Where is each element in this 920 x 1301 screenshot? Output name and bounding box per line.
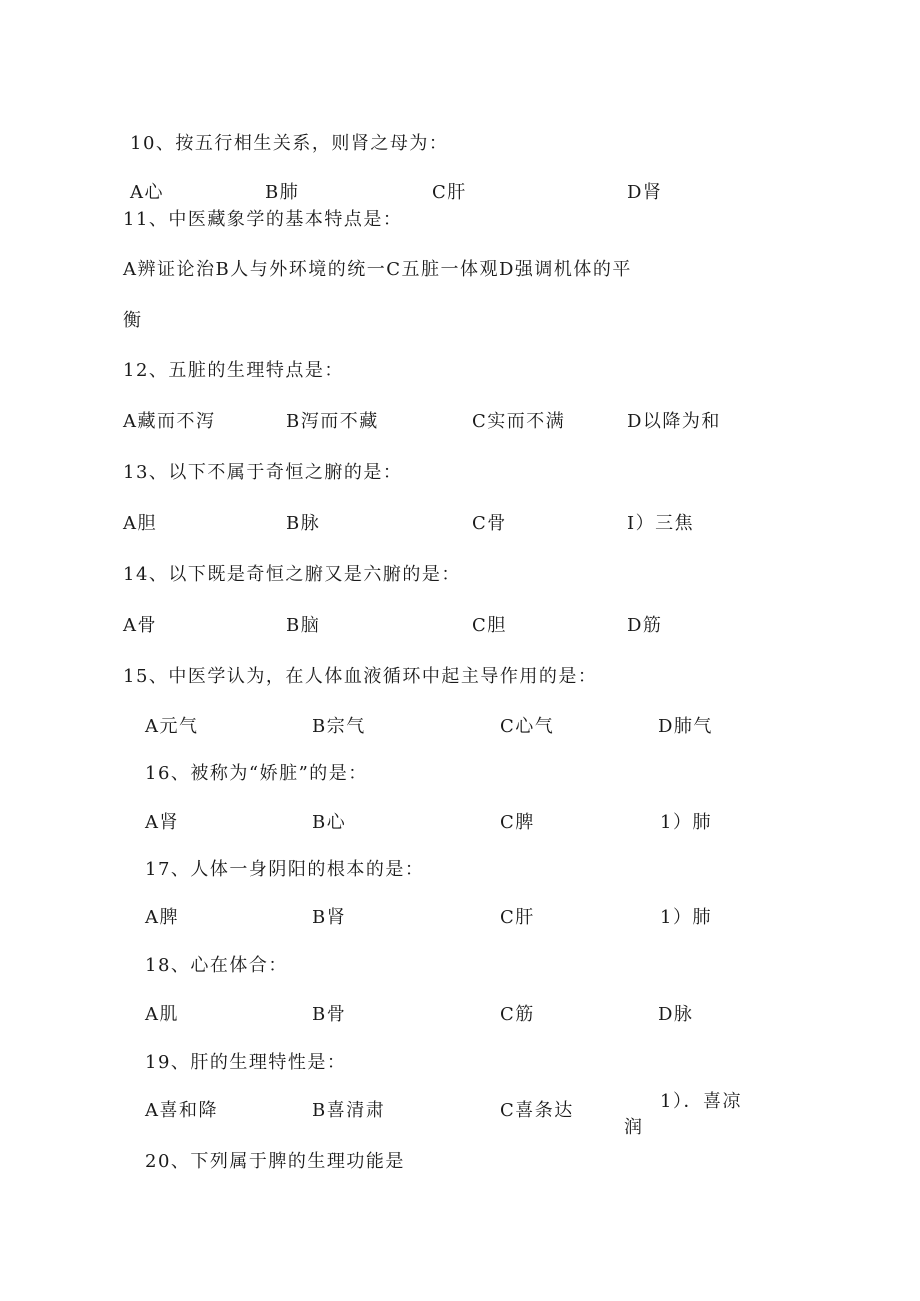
- question-12-option-a: A藏而不泻: [123, 411, 216, 432]
- question-15-option-c: C心气: [500, 716, 555, 737]
- question-19-option-b: B喜清肃: [312, 1100, 386, 1121]
- question-10-option-c: C肝: [432, 182, 467, 203]
- question-17-option-a: A脾: [145, 907, 179, 928]
- question-10-option-b: B肺: [265, 182, 300, 203]
- question-19-option-a: A喜和降: [145, 1100, 218, 1121]
- question-19-option-c: C喜条达: [500, 1100, 574, 1121]
- question-13-option-a: A胆: [123, 513, 157, 534]
- question-16-option-c: C脾: [500, 812, 535, 833]
- question-14-option-b: B脑: [286, 615, 321, 636]
- question-15-option-b: B宗气: [312, 716, 366, 737]
- question-17-option-c: C肝: [500, 907, 535, 928]
- question-16-stem: 16、被称为“娇脏”的是：: [145, 763, 368, 784]
- question-18-option-d: D脉: [658, 1004, 694, 1025]
- question-12-option-c: C实而不满: [472, 411, 566, 432]
- question-19-option-d-wrap: 润: [624, 1117, 644, 1138]
- question-16-option-d: 1）肺: [660, 812, 712, 833]
- question-17-option-b: B肾: [312, 907, 347, 928]
- question-20-stem: 20、下列属于脾的生理功能是: [145, 1151, 405, 1172]
- question-15-option-a: A元气: [145, 716, 199, 737]
- question-12-stem: 12、五脏的生理特点是：: [123, 360, 344, 381]
- question-10-stem: 10、按五行相生关系，则肾之母为：: [130, 133, 449, 154]
- question-13-option-d: I）三焦: [627, 513, 695, 534]
- question-14-option-d: D筋: [627, 615, 663, 636]
- question-15-stem: 15、中医学认为，在人体血液循环中起主导作用的是：: [123, 666, 598, 687]
- question-18-option-b: B骨: [312, 1004, 347, 1025]
- question-17-stem: 17、人体一身阴阳的根本的是：: [145, 859, 425, 880]
- question-19-option-d: 1）．喜凉: [660, 1091, 742, 1112]
- question-15-option-d: D肺气: [658, 716, 713, 737]
- question-13-option-c: C骨: [472, 513, 507, 534]
- question-19-stem: 19、肝的生理特性是：: [145, 1052, 347, 1073]
- question-11-stem: 11、中医藏象学的基本特点是：: [123, 209, 403, 230]
- question-11-options-line-2: 衡: [123, 310, 143, 331]
- question-18-option-c: C筋: [500, 1004, 535, 1025]
- question-10-option-d: D肾: [627, 182, 663, 203]
- question-17-option-d: 1）肺: [660, 907, 712, 928]
- question-16-option-a: A肾: [145, 812, 179, 833]
- question-18-stem: 18、心在体合：: [145, 955, 288, 976]
- question-13-stem: 13、以下不属于奇恒之腑的是：: [123, 462, 403, 483]
- question-10-option-a: A心: [130, 182, 164, 203]
- question-13-option-b: B脉: [286, 513, 321, 534]
- question-18-option-a: A肌: [145, 1004, 179, 1025]
- question-14-stem: 14、以下既是奇恒之腑又是六腑的是：: [123, 564, 461, 585]
- question-16-option-b: B心: [312, 812, 347, 833]
- question-14-option-a: A骨: [123, 615, 157, 636]
- question-14-option-c: C胆: [472, 615, 507, 636]
- question-11-options-line-1: A辨证论治B人与外环境的统一C五脏一体观D强调机体的平: [123, 259, 632, 280]
- question-12-option-d: D以降为和: [627, 411, 721, 432]
- question-12-option-b: B泻而不藏: [286, 411, 379, 432]
